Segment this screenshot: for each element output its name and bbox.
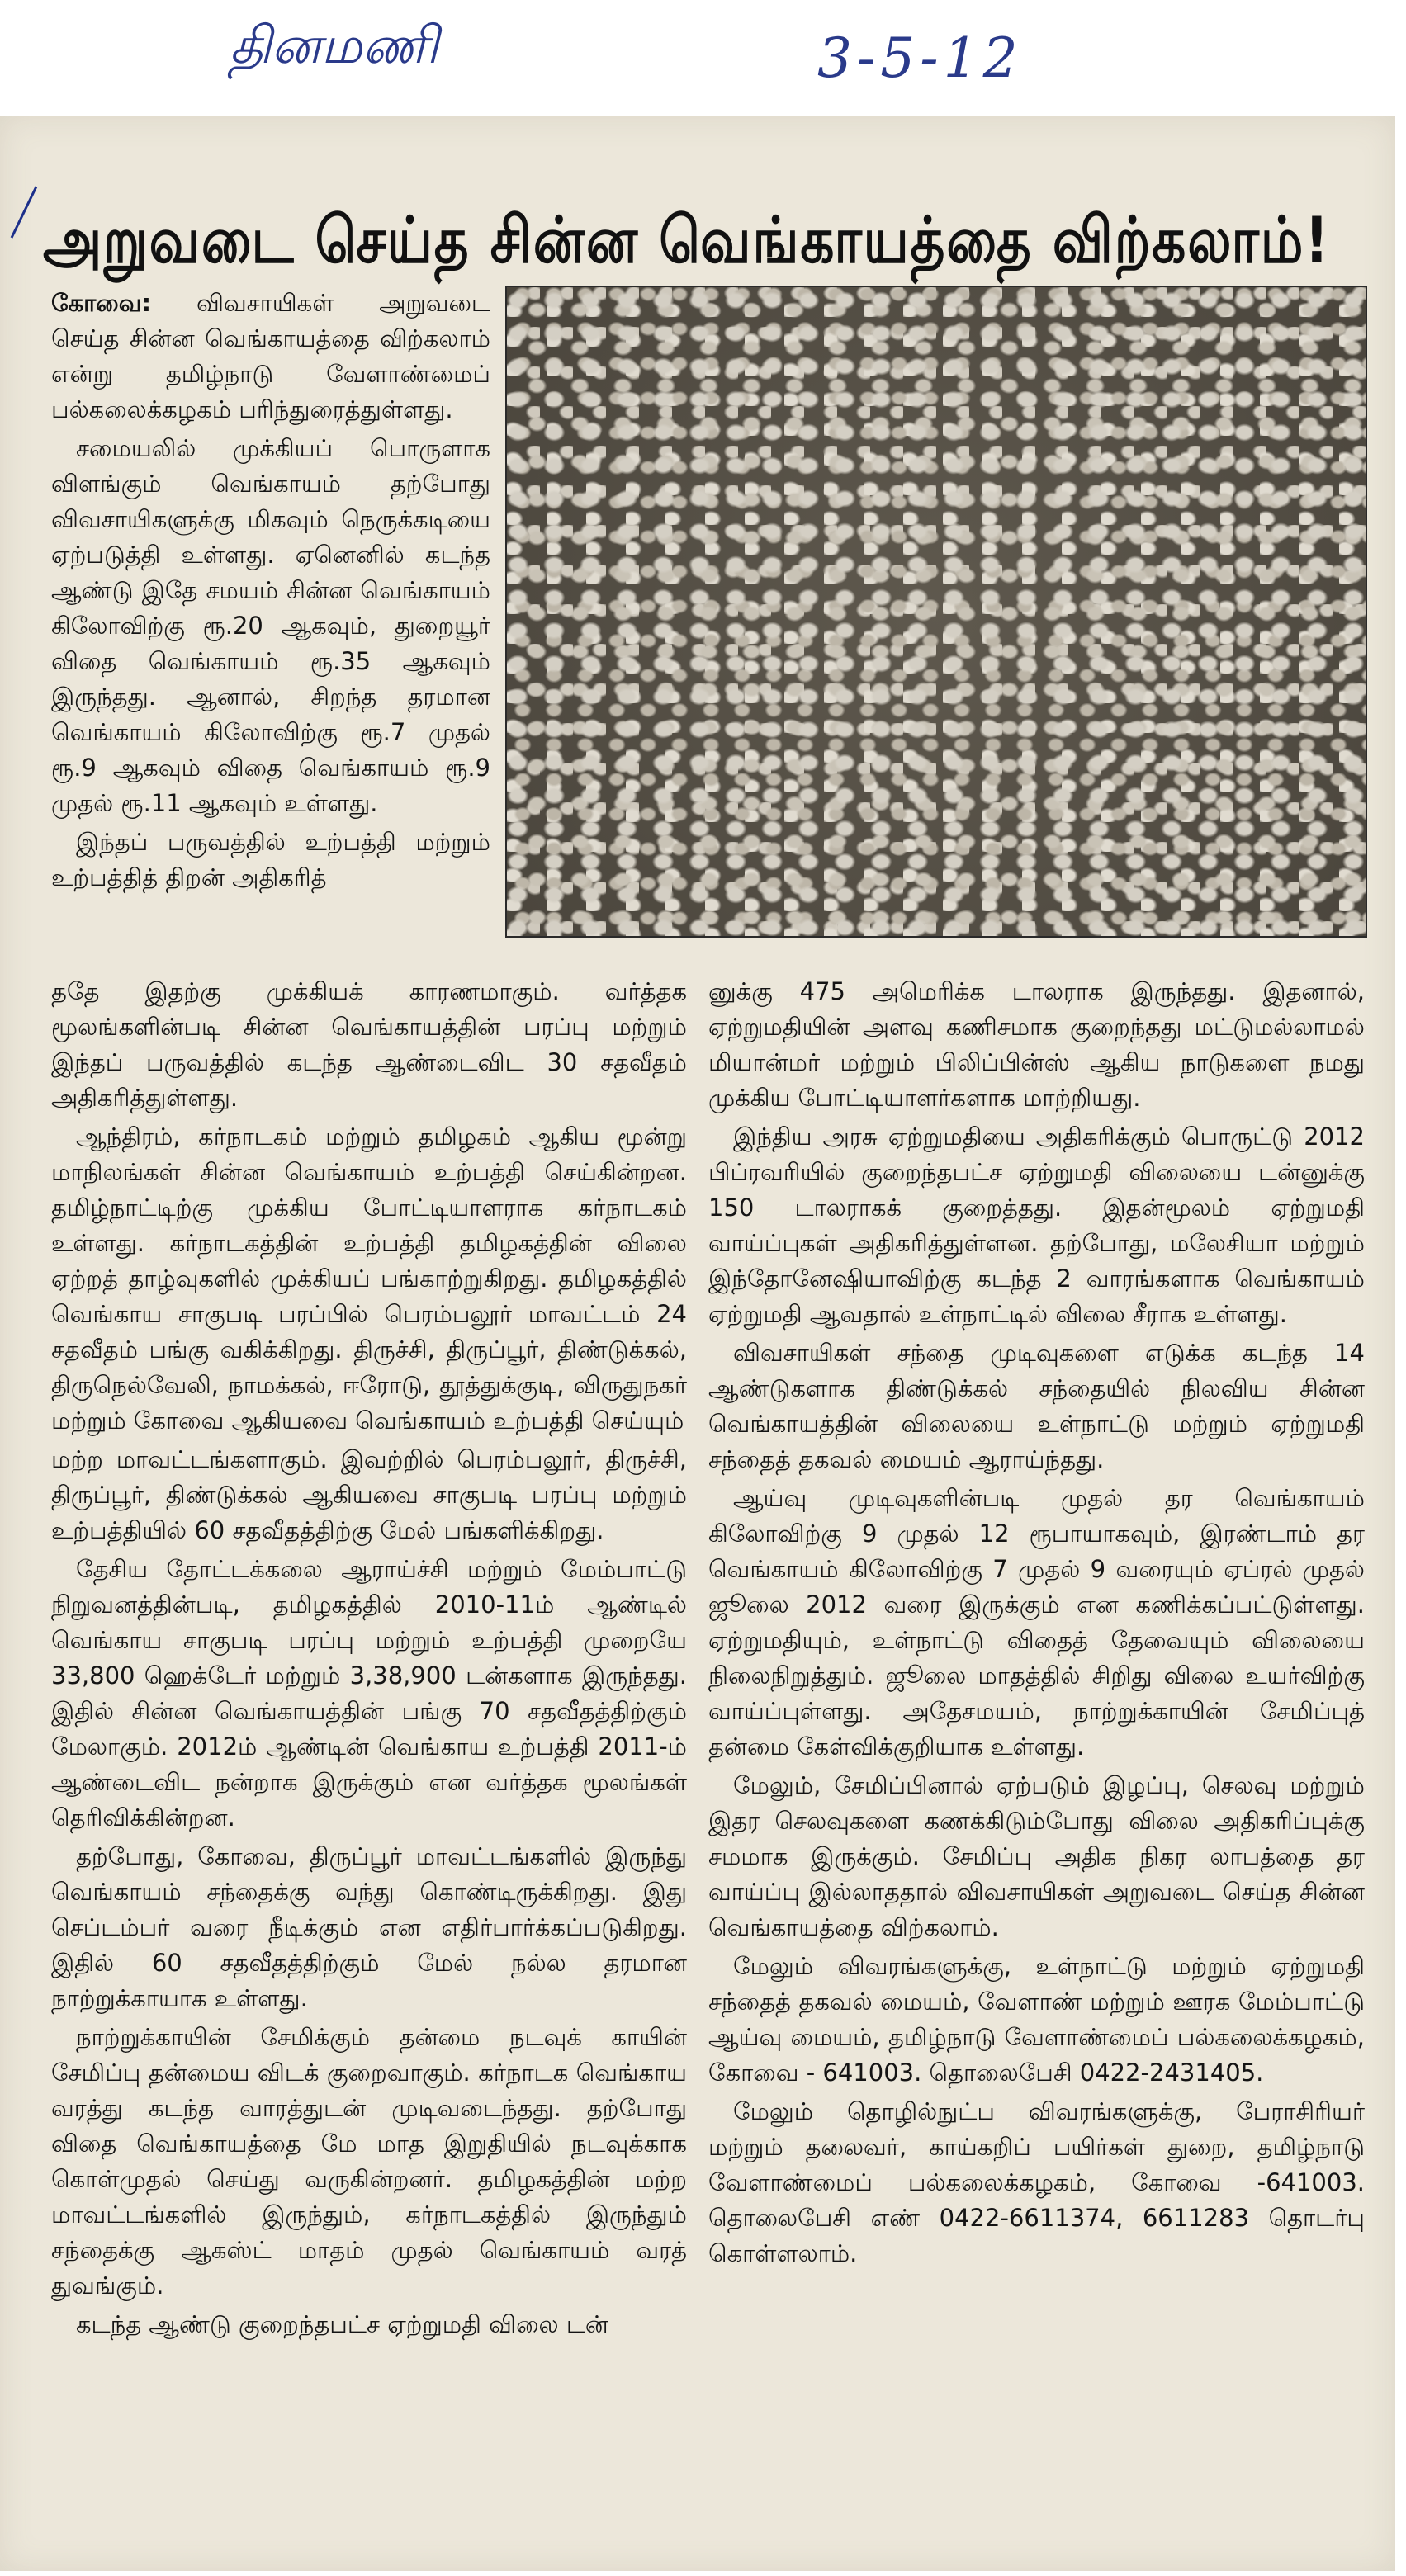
article-headline: அறுவடை செய்த சின்ன வெங்காயத்தை விற்கலாம்!: [43, 204, 1331, 278]
article-paragraph: கடந்த ஆண்டு குறைந்தபட்ச ஏற்றுமதி விலை டன்: [76, 2310, 609, 2338]
article-column-top-left: [51, 286, 490, 899]
article-column-right: [708, 974, 1365, 2275]
article-paragraph: ததே இதற்கு முக்கியக் காரணமாகும். வர்த்தக மூலங்களின்படி சின்ன வெங்காயத்தின் பரப்பு மற்றும் இந்தப் பருவத்தில் கடந்த ஆண்டைவிட 30 சதவீதம் அதிகரித்துள்ளது.: [51, 977, 687, 1112]
article-paragraph: ஆந்திரம், கர்நாடகம் மற்றும் தமிழகம் ஆகிய மூன்று மாநிலங்கள் சின்ன வெங்காயம் உற்பத்தி செய்கின்றன. தமிழ்நாட்டிற்கு முக்கிய போட்டியாளராக கர்நாடகம் உள்ளது. கர்நாடகத்தின் உற்பத்தி தமிழகத்தின் விலை ஏற்றத் தாழ்வுகளில் முக்கியப் பங்காற்றுகிறது. தமிழகத்தில் வெங்காய சாகுபடி பரப்பில் பெரம்பலூர் மாவட்டம் 24 சதவீதம் பங்கு வகிக்கிறது. திருச்சி, திருப்பூர், திண்டுக்கல், திருநெல்வேலி, நாமக்கல், ஈரோடு, தூத்துக்குடி, விருதுநகர் மற்றும் கோவை ஆகியவை வெங்காயம் உற்பத்தி செய்யும்: [51, 1123, 687, 1435]
pencil-mark-icon: [7, 183, 40, 241]
article-paragraph: மற்ற மாவட்டங்களாகும். இவற்றில் பெரம்பலூர், திருச்சி, திருப்பூர், திண்டுக்கல் ஆகியவை சாகுபடி பரப்பு மற்றும் உற்பத்தியில் 60 சதவீதத்திற்கு மேல் பங்களிக்கிறது.: [51, 1445, 687, 1544]
article-paragraph: சமையலில் முக்கியப் பொருளாக விளங்கும் வெங்காயம் தற்போது விவசாயிகளுக்கு மிகவும் நெருக்கடியை ஏற்படுத்தி உள்ளது. ஏனெனில் கடந்த ஆண்டு இதே சமயம் சின்ன வெங்காயம் கிலோவிற்கு ரூ.20 ஆகவும், துறையூர் விதை வெங்காயம் ரூ.35 ஆகவும் இருந்தது. ஆனால், சிறந்த தரமான வெங்காயம் கிலோவிற்கு ரூ.7 முதல் ரூ.9 ஆகவும் விதை வெங்காயம் ரூ.9 முதல் ரூ.11 ஆகவும் உள்ளது.: [51, 434, 490, 817]
article-paragraph: னுக்கு 475 அமெரிக்க டாலராக இருந்தது. இதனால், ஏற்றுமதியின் அளவு கணிசமாக குறைந்தது மட்டுமல்லாமல் மியான்மர் மற்றும் பிலிப்பின்ஸ் ஆகிய நாடுகளை நமது முக்கிய போட்டியாளர்களாக மாற்றியது.: [708, 977, 1365, 1112]
article-paragraph: மேலும் தொழில்நுட்ப விவரங்களுக்கு, பேராசிரியர் மற்றும் தலைவர், காய்கறிப் பயிர்கள் துறை, தமிழ்நாடு வேளாண்மைப் பல்கலைக்கழகம், கோவை -641003. தொலைபேசி எண் 0422-6611374, 6611283 தொடர்பு கொள்ளலாம்.: [708, 2097, 1365, 2267]
onion-photo: [505, 286, 1367, 938]
article-paragraph: நாற்றுக்காயின் சேமிக்கும் தன்மை நடவுக் காயின் சேமிப்பு தன்மைய விடக் குறைவாகும். கர்நாடக வெங்காய வரத்து கடந்த வாரத்துடன் முடிவடைந்தது. தற்போது விதை வெங்காயத்தை மே மாத இறுதியில் நடவுக்காக கொள்முதல் செய்து வருகின்றனர். தமிழகத்தின் மற்ற மாவட்டங்களில் இருந்தும், கர்நாடகத்தில் இருந்தும் சந்தைக்கு ஆகஸ்ட் மாதம் முதல் வெங்காயம் வரத் துவங்கும்.: [51, 2023, 687, 2299]
article-paragraph: தற்போது, கோவை, திருப்பூர் மாவட்டங்களில் இருந்து வெங்காயம் சந்தைக்கு வந்து கொண்டிருக்கிறது. இது செப்டம்பர் வரை நீடிக்கும் என எதிர்பார்க்கப்படுகிறது. இதில் 60 சதவீதத்திற்கும் மேல் நல்ல தரமான நாற்றுக்காயாக உள்ளது.: [51, 1842, 687, 2012]
article-paragraph: மேலும் விவரங்களுக்கு, உள்நாட்டு மற்றும் ஏற்றுமதி சந்தைத் தகவல் மையம், வேளாண் மற்றும் ஊரக மேம்பாட்டு ஆய்வு மையம், தமிழ்நாடு வேளாண்மைப் பல்கலைக்கழகம், கோவை - 641003. தொலைபேசி 0422-2431405.: [708, 1952, 1365, 2087]
article-paragraph: தேசிய தோட்டக்கலை ஆராய்ச்சி மற்றும் மேம்பாட்டு நிறுவனத்தின்படி, தமிழகத்தில் 2010-11ம் ஆண்டில் வெங்காய சாகுபடி பரப்பு மற்றும் உற்பத்தி முறையே 33,800 ஹெக்டேர் மற்றும் 3,38,900 டன்களாக இருந்தது. இதில் சின்ன வெங்காயத்தின் பங்கு 70 சதவீதத்திற்கும் மேலாகும். 2012ம் ஆண்டின் வெங்காய உற்பத்தி 2011-ம் ஆண்டைவிட நன்றாக இருக்கும் என வர்த்தக மூலங்கள் தெரிவிக்கின்றன.: [51, 1555, 687, 1832]
article-paragraph: மேலும், சேமிப்பினால் ஏற்படும் இழப்பு, செலவு மற்றும் இதர செலவுகளை கணக்கிடும்போது விலை அதிகரிப்புக்கு சமமாக இருக்கும். சேமிப்பு அதிக நிகர லாபத்தை தர வாய்ப்பு இல்லாததால் விவசாயிகள் அறுவடை செய்த சின்ன வெங்காயத்தை விற்கலாம்.: [708, 1771, 1365, 1941]
dateline: கோவை:: [51, 289, 152, 317]
handwritten-newspaper-name: தினமணி: [230, 15, 439, 75]
article-paragraph: இந்தப் பருவத்தில் உற்பத்தி மற்றும் உற்பத்தித் திறன் அதிகரித்: [51, 828, 490, 891]
handwritten-date: 3-5-12: [817, 26, 1023, 90]
article-paragraph: இந்திய அரசு ஏற்றுமதியை அதிகரிக்கும் பொருட்டு 2012 பிப்ரவரியில் குறைந்தபட்ச ஏற்றுமதி விலையை டன்னுக்கு 150 டாலராகக் குறைத்தது. இதன்மூலம் ஏற்றுமதி வாய்ப்புகள் அதிகரித்துள்ளன. தற்போது, மலேசியா மற்றும் இந்தோனேஷியாவிற்கு கடந்த 2 வாரங்களாக வெங்காயம் ஏற்றுமதி ஆவதால் உள்நாட்டில் விலை சீராக உள்ளது.: [708, 1123, 1365, 1328]
article-paragraph: விவசாயிகள் சந்தை முடிவுகளை எடுக்க கடந்த 14 ஆண்டுகளாக திண்டுக்கல் சந்தையில் நிலவிய சின்ன வெங்காயத்தின் விலையை உள்நாட்டு மற்றும் ஏற்றுமதி சந்தைத் தகவல் மையம் ஆராய்ந்தது.: [708, 1339, 1365, 1473]
article-paragraph: கோவை: விவசாயிகள் அறுவடை செய்த சின்ன வெங்காயத்தை விற்கலாம் என்று தமிழ்நாடு வேளாண்மைப் பல்கலைக்கழகம் பரிந்துரைத்துள்ளது.: [51, 289, 490, 423]
article-column-left: [51, 974, 687, 2346]
article-paragraph: ஆய்வு முடிவுகளின்படி முதல் தர வெங்காயம் கிலோவிற்கு 9 முதல் 12 ரூபாயாகவும், இரண்டாம் தர வெங்காயம் கிலோவிற்கு 7 முதல் 9 வரையும் ஏப்ரல் முதல் ஜூலை 2012 வரை இருக்கும் என கணிக்கப்பட்டுள்ளது. ஏற்றுமதியும், உள்நாட்டு விதைத் தேவையும் விலையை நிலைநிறுத்தும். ஜூலை மாதத்தில் சிறிது விலை உயர்விற்கு வாய்ப்புள்ளது. அதேசமயம், நாற்றுக்காயின் சேமிப்புத் தன்மை கேள்விக்குறியாக உள்ளது.: [708, 1484, 1365, 1761]
